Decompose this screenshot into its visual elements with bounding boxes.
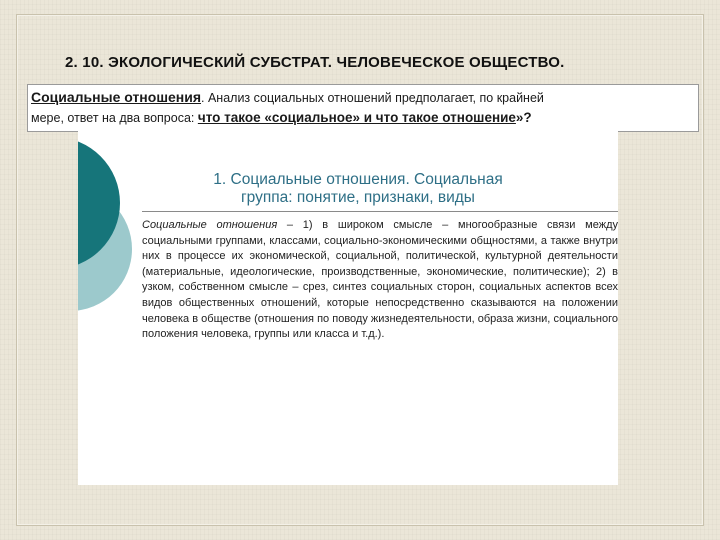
embedded-title [168, 171, 548, 207]
intro-line-2 [31, 110, 532, 125]
intro-box [27, 84, 699, 132]
intro-question: что такое «социальное» и что такое отношение [197, 110, 516, 125]
definition-term: Социальные отношения [142, 219, 278, 231]
embedded-definition [142, 218, 618, 343]
intro-line-1 [31, 89, 544, 105]
intro-term: Социальные отношения [31, 89, 202, 105]
embedded-slide-image [78, 131, 618, 485]
intro-line1-text: . Анализ социальных отношений предполагает, по крайней [201, 91, 544, 105]
intro-question-end: »? [515, 110, 532, 125]
embedded-title-line-1: 1. Социальные отношения. Социальная [213, 171, 503, 188]
embedded-divider [142, 211, 618, 212]
slide-title: 2. 10. ЭКОЛОГИЧЕСКИЙ СУБСТРАТ. ЧЕЛОВЕЧЕСКОЕ ОБЩЕСТВО. [65, 54, 565, 71]
definition-text: – 1) в широком смысле – многообразные связи между социальными группами, классами, социально-экономическими общностями, а также внутри них в процессе их экономической, социальной, политической, культурной деятельности (материальные, идеологические, производственные, экономические, политические); 2) в узком, собственном смысле – срез, синтез социальных сторон, социальных аспектов всех видов общественных отношений, которые непосредственно сказываются на положении человека в обществе (отношения по поводу жизнедеятельности, образа жизни, социального положения человека, группы или класса и т.д.). [142, 219, 618, 341]
embedded-title-line-2: группа: понятие, признаки, виды [241, 189, 475, 206]
intro-line2-prefix: мере, ответ на два вопроса: [31, 111, 198, 125]
